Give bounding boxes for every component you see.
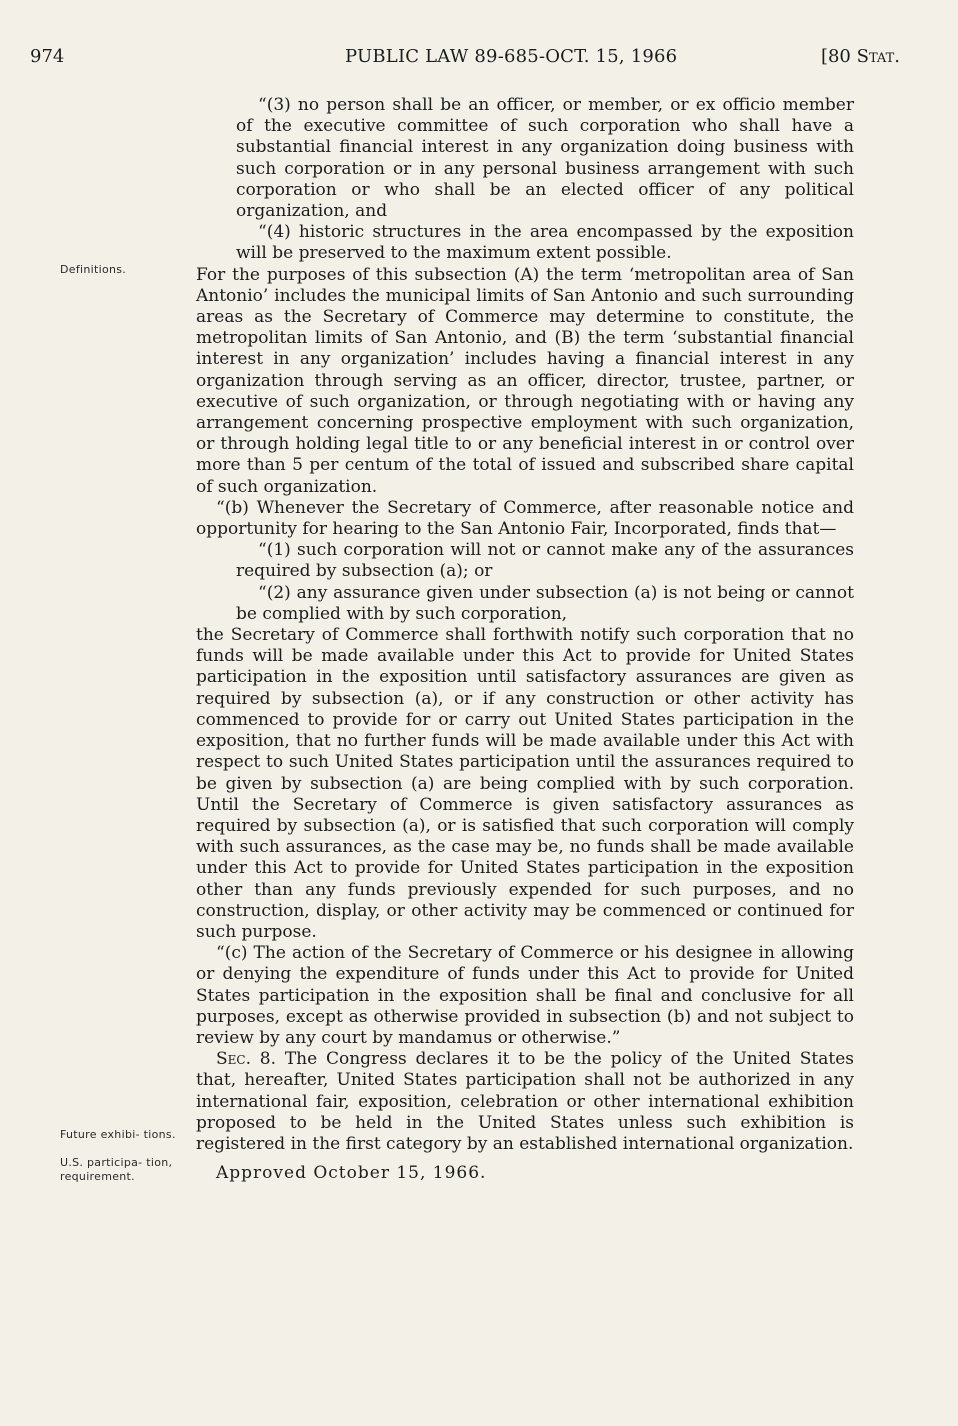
margin-note-us-participation: U.S. participa- tion, requirement.	[60, 1156, 173, 1183]
paragraph-3: “(3) no person shall be an officer, or member, or ex officio member of the executive committee of such corporation who shall have a substantial financial interest in any organization doing business with such corporation or in any personal business arrangement with such corporation or who shall be an elected officer of any political organization, and	[236, 95, 854, 222]
margin-note-future-exhibitions: Future exhibi- tions.	[60, 1128, 176, 1141]
subsection-b-2: “(2) any assurance given under subsection (a) is not being or cannot be complied with by such corporation,	[236, 582, 854, 624]
section-8	[196, 1049, 854, 1155]
running-title: PUBLIC LAW 89-685-OCT. 15, 1966	[345, 46, 678, 67]
definitions-paragraph: For the purposes of this subsection (A) the term ‘metropolitan area of San Antonio’ includes the municipal limits of San Antonio and such surrounding areas as the Secretary of Commerce may determine to constitute, the metropolitan limits of San Antonio, and (B) the term ‘substantial financial interest in any organization’ includes having a financial interest in any organization through serving as an officer, director, trustee, partner, or executive of such organization, or through negotiating with or having any arrangement concerning prospective employment with such organization, or through holding legal title to or any beneficial interest in or control over more than 5 per centum of the total of issued and subscribed share capital of such organization.	[196, 264, 854, 497]
statute-body	[196, 95, 854, 1184]
statute-reference	[821, 46, 900, 67]
subsection-b-1: “(1) such corporation will not or cannot make any of the assurances required by subsection (a); or	[236, 540, 854, 582]
page-number: 974	[30, 46, 65, 67]
subsection-c: “(c) The action of the Secretary of Commerce or his designee in allowing or denying the expenditure of funds under this Act to provide for United States participation in the exposition shall be final and conclusive for all purposes, except as otherwise provided in subsection (b) and not subject to review by any court by mandamus or otherwise.”	[196, 943, 854, 1048]
paragraph-4: “(4) historic structures in the area encompassed by the exposition will be preserved to the maximum extent possible.	[236, 222, 854, 264]
subsection-b-body: the Secretary of Commerce shall forthwith notify such corporation that no funds will be made available under this Act to provide for United States participation in the exposition until satisfactory assurances are given as required by subsection (a), or if any construction or other activity has commenced to provide for or carry out United States participation in the exposition, that no further funds will be made available under this Act with respect to such United States participation until the assurances required to be given by subsection (a) are being complied with by such corporation. Until the Secretary of Commerce is given satisfactory assurances as required by subsection (a), or is satisfied that such corporation will comply with such assurances, as the case may be, no funds shall be made available under this Act to provide for United States participation in the exposition other than any funds previously expended for such purposes, and no construction, display, or other activity may be commenced or continued for such purpose.	[196, 625, 854, 942]
statute-label: Stat.	[856, 46, 900, 67]
approval-date: Approved October 15, 1966.	[216, 1163, 487, 1184]
page-header	[30, 46, 900, 70]
statute-volume: [80	[820, 46, 851, 67]
section-8-text: The Congress declares it to be the policy of the United States that, hereafter, United States participation shall not be authorized in any international fair, exposition, celebration or other international exhibition proposed to be held in the United States unless such exhibition is registered in the first category by an established international organization.	[196, 1049, 854, 1154]
margin-note-definitions: Definitions.	[60, 263, 127, 276]
section-8-label: Sec. 8.	[216, 1049, 277, 1070]
subsection-b-intro: “(b) Whenever the Secretary of Commerce, after reasonable notice and opportunity for hearing to the San Antonio Fair, Incorporated, finds that—	[196, 497, 854, 540]
